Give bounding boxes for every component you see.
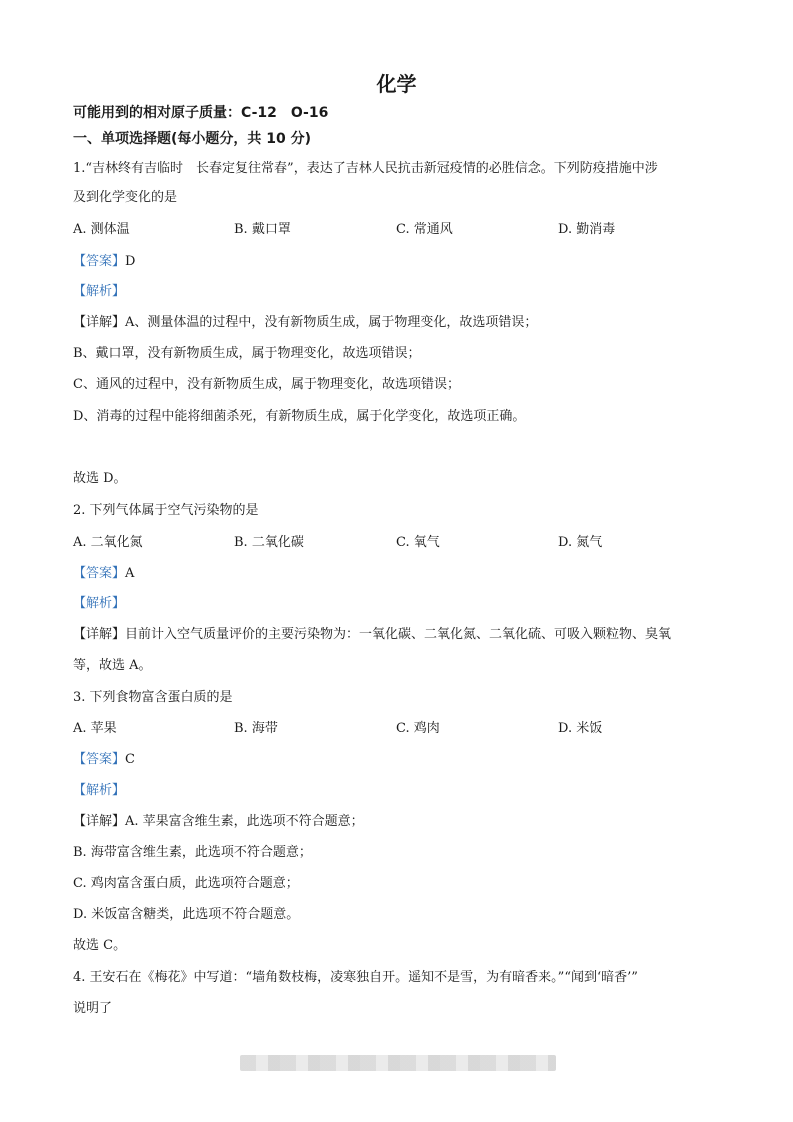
answer-value: C — [125, 752, 135, 767]
page-title: 化学 — [376, 72, 417, 96]
q1-analysis-tag: 【解析】 — [73, 284, 126, 299]
q3-detail-2: B. 海带富含维生素，此选项不符合题意； — [73, 845, 312, 860]
q2-analysis-tag: 【解析】 — [73, 596, 126, 611]
q1-answer — [73, 253, 135, 271]
detail-text: 目前计入空气质量评价的主要污染物为：一氧化碳、二氧化氮、二氧化硫、可吸入颗粒物、臭氧 — [125, 627, 672, 642]
q4-stem-line2: 说明了 — [73, 1001, 113, 1016]
q2-detail-2: 等，故选 A。 — [73, 658, 152, 673]
q3-detail-3: C. 鸡肉富含蛋白质，此选项符合题意； — [73, 876, 299, 891]
q1-stem-line2: 及到化学变化的是 — [73, 190, 178, 205]
atomic-mass-note: 可能用到的相对原子质量：C-12 O-16 — [73, 105, 329, 121]
detail-text: A、测量体温的过程中，没有新物质生成，属于物理变化，故选项错误； — [125, 315, 538, 330]
answer-value: A — [125, 566, 135, 581]
answer-tag: 【答案】 — [73, 752, 126, 767]
answer-tag: 【答案】 — [73, 254, 126, 269]
q1-option-a: A. 测体温 — [73, 222, 130, 237]
q1-detail-4: D、消毒的过程中能将细菌杀死，有新物质生成，属于化学变化，故选项正确。 — [73, 409, 526, 424]
q2-option-c: C. 氧气 — [396, 535, 440, 550]
q1-option-c: C. 常通风 — [396, 222, 453, 237]
detail-tag: 【详解】 — [73, 627, 126, 642]
q3-analysis-tag: 【解析】 — [73, 783, 126, 798]
blurred-footer-watermark — [240, 1055, 556, 1071]
q3-detail-1 — [73, 813, 364, 831]
q1-option-b: B. 戴口罩 — [234, 222, 291, 237]
q1-detail-3: C、通风的过程中，没有新物质生成，属于物理变化，故选项错误； — [73, 377, 460, 392]
q1-detail-1 — [73, 314, 537, 332]
q2-stem: 2. 下列气体属于空气污染物的是 — [73, 503, 259, 518]
q1-conclusion: 故选 D。 — [73, 471, 127, 486]
q3-option-b: B. 海带 — [234, 721, 278, 736]
q2-answer — [73, 565, 134, 583]
q2-option-d: D. 氮气 — [558, 535, 603, 550]
detail-tag: 【详解】 — [73, 814, 126, 829]
q1-detail-2: B、戴口罩，没有新物质生成，属于物理变化，故选项错误； — [73, 346, 421, 361]
answer-value: D — [125, 254, 136, 269]
q1-stem-line1: 1.“吉林终有吉临时 长春定复往常春”，表达了吉林人民抗击新冠疫情的必胜信念。下列防疫措施中涉 — [73, 161, 658, 176]
q3-option-a: A. 苹果 — [73, 721, 117, 736]
answer-tag: 【答案】 — [73, 566, 126, 581]
q3-option-c: C. 鸡肉 — [396, 721, 440, 736]
detail-text: A. 苹果富含维生素，此选项不符合题意； — [125, 814, 364, 829]
q3-stem: 3. 下列食物富含蛋白质的是 — [73, 690, 233, 705]
detail-tag: 【详解】 — [73, 315, 126, 330]
q2-detail-1 — [73, 626, 671, 644]
q2-option-b: B. 二氧化碳 — [234, 535, 304, 550]
q2-option-a: A. 二氧化氮 — [73, 535, 143, 550]
q3-answer — [73, 751, 135, 769]
q4-stem-line1: 4. 王安石在《梅花》中写道：“墙角数枝梅，凌寒独自开。遥知不是雪，为有暗香来。”“闻到‘暗香’” — [73, 970, 638, 985]
q3-option-d: D. 米饭 — [558, 721, 603, 736]
q3-conclusion: 故选 C。 — [73, 938, 127, 953]
q1-option-d: D. 勤消毒 — [558, 222, 616, 237]
q3-detail-4: D. 米饭富含糖类，此选项不符合题意。 — [73, 907, 300, 922]
section-heading: 一、单项选择题(每小题分，共 10 分) — [73, 131, 312, 147]
